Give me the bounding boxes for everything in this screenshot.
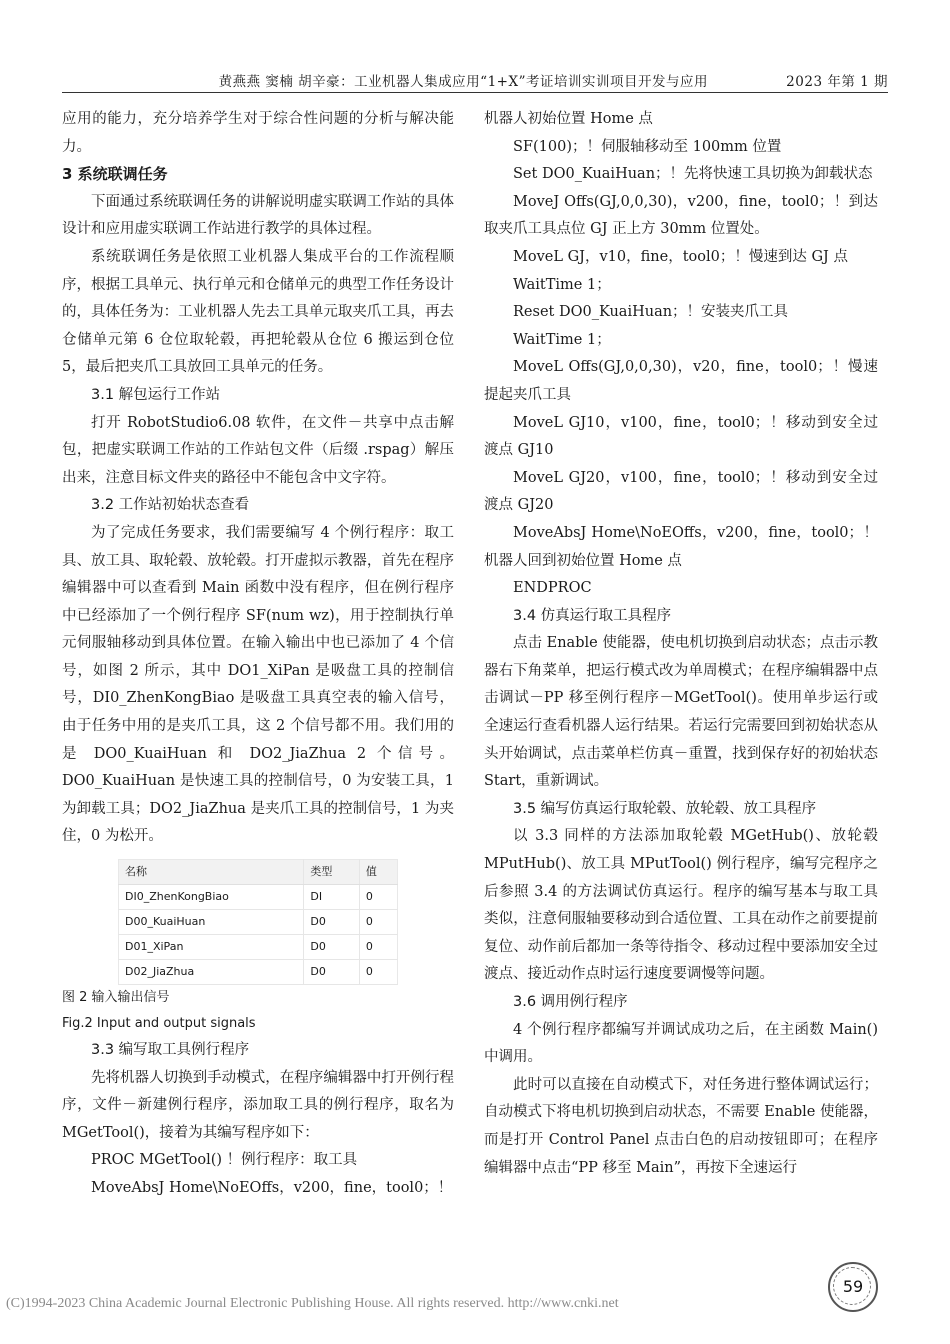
signal-name: D01_XiPan <box>119 935 304 960</box>
paragraph: 为了完成任务要求，我们需要编写 4 个例行程序：取工具、放工具、取轮毂、放轮毂。打开虚拟示教器，首先在程序编辑器中可以查看到 Main 函数中没有程序，但在例行程序中已经添加了一个例行程序 SF(num wz)，用于控制执行单元伺服轴移动到具体位置。在输入输出中也已添加了 4 个信号，如图 2 所示，其中 DO1_XiPan 是吸盘工具的控制信号，DI0_ZhenKongBiao 是吸盘工具真空表的输入信号，由于任务中用的是夹爪工具，这 2 个信号都不用。我们用的是 DO0_KuaiHuan 和 DO2_JiaZhua 2 个信号。DO0_KuaiHuan 是快速工具的控制信号，0 为安装工具，1 为卸载工具；DO2_JiaZhua 是夹爪工具的控制信号，1 为夹住，0 为松开。 <box>62 524 454 845</box>
code-line: MoveL Offs(GJ,0,0,30)，v20，fine，tool0；！慢速提起夹爪工具 <box>484 359 878 403</box>
signal-type: D0 <box>304 935 360 960</box>
signal-type: D0 <box>304 960 360 985</box>
column-header-value: 值 <box>359 860 397 885</box>
figure-caption-en: Fig.2 Input and output signals <box>62 1016 256 1032</box>
signal-name: DI0_ZhenKongBiao <box>119 885 304 910</box>
left-column <box>62 106 454 1203</box>
paragraph: 先将机器人切换到手动模式，在程序编辑器中打开例行程序，文件－新建例行程序，添加取工具的例行程序，取名为 MGetTool()，接着为其编写程序如下： <box>62 1069 454 1141</box>
header-issue: 2023 年第 1 期 <box>786 74 888 90</box>
paragraph: 应用的能力，充分培养学生对于综合性问题的分析与解决能力。 <box>62 111 454 155</box>
code-line: MoveL GJ10，v100，fine，tool0；！移动到安全过渡点 GJ10 <box>484 414 878 459</box>
code-line: MoveL GJ，v10，fine，tool0；！慢速到达 GJ 点 <box>513 248 848 265</box>
code-line: MoveJ Offs(GJ,0,0,30)，v200，fine，tool0；！到达取夹爪工具点位 GJ 正上方 30mm 位置处。 <box>484 193 878 238</box>
paragraph: 打开 RobotStudio6.08 软件，在文件－共享中点击解包，把虚实联调工作站的工作站包文件（后缀 .rspag）解压出来，注意目标文件夹的路径中不能包含中文字符。 <box>62 414 454 486</box>
right-column <box>484 106 878 1182</box>
running-header <box>62 66 888 93</box>
code-line: 机器人初始位置 Home 点 <box>484 111 653 127</box>
figure-caption-cn: 图 2 输入输出信号 <box>62 990 170 1006</box>
code-line: WaitTime 1； <box>513 276 611 293</box>
section-heading-3-5: 3.5 编写仿真运行取轮毂、放轮毂、放工具程序 <box>513 800 817 817</box>
paragraph: 以 3.3 同样的方法添加取轮毂 MGetHub()、放轮毂 MPutHub()、放工具 MPutTool() 例行程序，编写完程序之后参照 3.4 的方法调试仿真运行。程序的编写基本与取工具类似，注意伺服轴要移动到合适位置、工具在动作之前要提前复位、动作前后都加一条等待指令、移动过程中要添加安全过渡点、接近动作点时运行速度要调慢等问题。 <box>484 828 878 983</box>
paragraph: 下面通过系统联调任务的讲解说明虚实联调工作站的具体设计和应用虚实联调工作站进行教学的具体过程。 <box>62 193 454 238</box>
table-row <box>119 910 398 935</box>
code-line: PROC MGetTool() ！例行程序：取工具 <box>91 1152 358 1169</box>
code-line: MoveL GJ20，v100，fine，tool0；！移动到安全过渡点 GJ20 <box>484 469 878 514</box>
signal-value: 0 <box>359 935 397 960</box>
header-authors-title: 黄燕燕 窦楠 胡辛豪：工业机器人集成应用“1+X”考证培训实训项目开发与应用 <box>218 74 708 90</box>
paragraph: 系统联调任务是依照工业机器人集成平台的工作流程顺序，根据工具单元、执行单元和仓储单元的典型工作任务设计的，具体任务为：工业机器人先去工具单元取夹爪工具，再去仓储单元第 6 仓位取轮毂，再把轮毂从仓位 6 搬运到仓位 5，最后把夹爪工具放回工具单元的任务。 <box>62 248 454 376</box>
signal-name: D00_KuaiHuan <box>119 910 304 935</box>
code-line: WaitTime 1； <box>513 331 611 348</box>
signal-value: 0 <box>359 910 397 935</box>
paragraph: 点击 Enable 使能器，使电机切换到启动状态；点击示教器右下角菜单，把运行模式改为单周模式；在程序编辑器中点击调试－PP 移至例行程序－MGetTool()。使用单步运行或全速运行查看机器人运行结果。若运行完需要回到初始状态从头开始调试，点击菜单栏仿真－重置，找到保存好的初始状态 Start，重新调试。 <box>484 635 878 790</box>
code-line: MoveAbsJ Home\NoEOffs，v200，fine，tool0；！ <box>91 1180 453 1196</box>
signal-value: 0 <box>359 885 397 910</box>
paragraph: 此时可以直接在自动模式下，对任务进行整体调试运行；自动模式下将电机切换到启动状态，不需要 Enable 使能器，而是打开 Control Panel 点击白色的启动按钮即可；在程序编辑器中点击“PP 移至 Main”，再按下全速运行 <box>484 1076 878 1176</box>
section-heading-3-2: 3.2 工作站初始状态查看 <box>91 497 250 514</box>
figure-2 <box>62 859 454 1037</box>
section-heading-3: 3 系统联调任务 <box>62 165 168 184</box>
column-header-name: 名称 <box>119 860 304 885</box>
page-number-badge <box>828 1262 878 1312</box>
paragraph: 4 个例行程序都编写并调试成功之后，在主函数 Main() 中调用。 <box>484 1021 878 1066</box>
section-heading-3-1: 3.1 解包运行工作站 <box>91 386 221 403</box>
code-line: Reset DO0_KuaiHuan；！安装夹爪工具 <box>513 304 789 321</box>
section-heading-3-3: 3.3 编写取工具例行程序 <box>91 1042 250 1059</box>
code-line: Set DO0_KuaiHuan；！先将快速工具切换为卸载状态 <box>513 166 873 183</box>
section-heading-3-4: 3.4 仿真运行取工具程序 <box>513 607 672 624</box>
section-heading-3-6: 3.6 调用例行程序 <box>513 994 628 1010</box>
code-line: SF(100)；！伺服轴移动至 100mm 位置 <box>513 138 782 155</box>
page-number: 59 <box>842 1277 864 1296</box>
table-header-row <box>119 860 398 885</box>
code-line: ENDPROC <box>513 580 592 597</box>
code-line: MoveAbsJ Home\NoEOffs，v200，fine，tool0；！机器人回到初始位置 Home 点 <box>484 524 878 569</box>
signal-value: 0 <box>359 960 397 985</box>
table-row <box>119 960 398 985</box>
signal-type: D0 <box>304 910 360 935</box>
signal-type: DI <box>304 885 360 910</box>
signal-name: D02_JiaZhua <box>119 960 304 985</box>
signal-table <box>118 859 398 985</box>
table-row <box>119 935 398 960</box>
column-header-type: 类型 <box>304 860 360 885</box>
copyright-footer: (C)1994-2023 China Academic Journal Electronic Publishing House. All rights reserved. http://www.cnki.net <box>6 1296 619 1311</box>
table-row <box>119 885 398 910</box>
